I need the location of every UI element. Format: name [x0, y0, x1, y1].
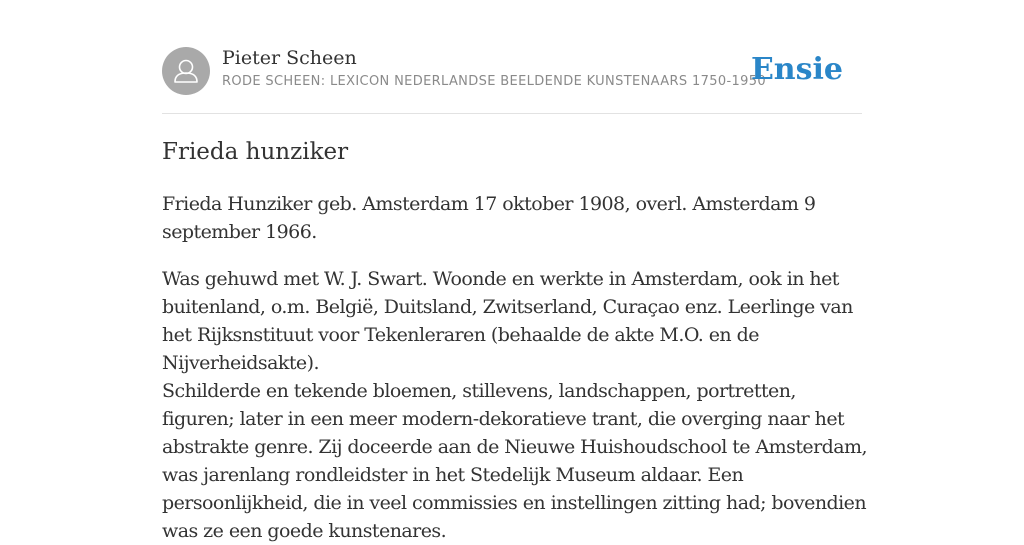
header-divider [162, 113, 862, 114]
article-title: Frieda hunziker [162, 139, 349, 165]
avatar[interactable] [162, 47, 210, 95]
ensie-logo[interactable]: Ensie [750, 52, 843, 87]
article-paragraph: Schilderde en tekende bloemen, stillevens, landschappen, portretten, figuren; later in een meer modern-dekoratieve trant, die overging naar het abstrakte genre. Zij doceerde aan de Nieuwe Huishoudschool te Amsterdam, was jarenlang rondleidster in het Stedelijk Museum aldaar. Een persoonlijkheid, die in veel commissies en instellingen zitting had; bovendien was ze een goede kunstenares. [162, 380, 867, 542]
source-title[interactable]: RODE SCHEEN: LEXICON NEDERLANDSE BEELDENDE KUNSTENAARS 1750-1950 [222, 74, 766, 89]
author-header [162, 46, 862, 96]
user-icon [162, 47, 210, 95]
article-paragraph: Was gehuwd met W. J. Swart. Woonde en werkte in Amsterdam, ook in het buitenland, o.m. België, Duitsland, Zwitserland, Curaçao enz. Leerlinge van het Rijksnstituut voor Tekenleraren (behaalde de akte M.O. en de Nijverheidsakte). [162, 268, 853, 374]
article-paragraph: Frieda Hunziker geb. Amsterdam 17 oktober 1908, overl. Amsterdam 9 september 1966. [162, 193, 816, 243]
author-name[interactable]: Pieter Scheen [222, 47, 357, 69]
